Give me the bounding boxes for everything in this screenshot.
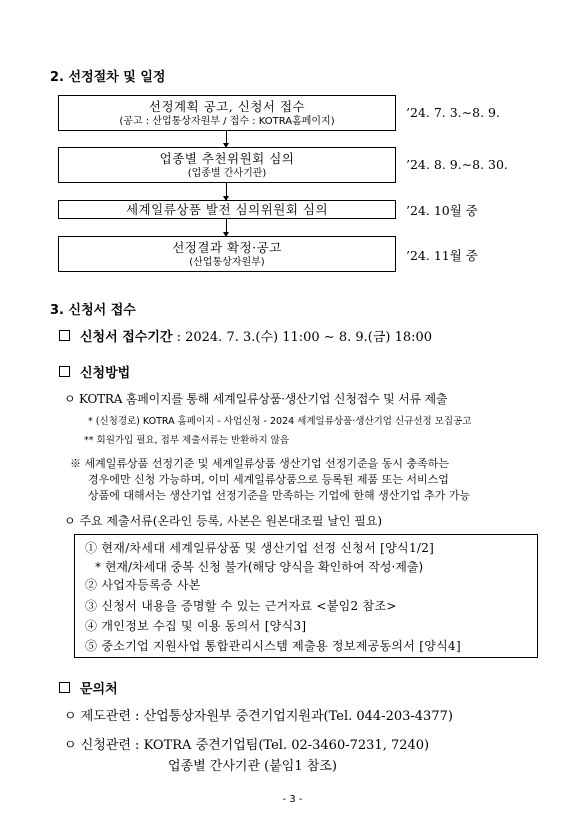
notice-line-2: 경우에만 신청 가능하며, 이미 세계일류상품으로 등록된 제품 또는 서비스업 (88, 473, 449, 486)
period-value: : 2024. 7. 3.(수) 11:00 ∼ 8. 9.(금) 18:00 (176, 330, 433, 345)
flow-step-4-title: 선정결과 확정·공고 (172, 240, 282, 255)
arrow-down-icon (226, 183, 227, 200)
flow-step-1 (58, 95, 396, 131)
square-bullet-icon (59, 366, 70, 377)
method-note-2: ** 회원가입 필요, 접부 제출서류는 반환하지 않음 (84, 435, 290, 446)
contact-label: 문의처 (80, 682, 118, 697)
section-3-title: 3. 신청서 접수 (50, 303, 136, 318)
arrow-down-icon (226, 219, 227, 236)
square-bullet-icon (59, 682, 70, 693)
method-line: ㅇ KOTRA 홈페이지를 통해 세계일류상품·생산기업 신청접수 및 서류 제출 (64, 392, 448, 406)
flow-step-2-date: ’24. 8. 9.∼8. 30. (406, 157, 508, 172)
flow-step-2-title: 업종별 추천위원회 심의 (159, 151, 295, 166)
period-row (80, 326, 432, 345)
square-bullet-icon (59, 330, 70, 341)
doc-item-4: ④ 개인정보 수집 및 이용 동의서 [양식3] (85, 619, 307, 633)
doc-item-3: ③ 신청서 내용을 증명할 수 있는 근거자료 <붙임2 참조> (85, 599, 397, 613)
notice-line-3: 상품에 대해서는 생산기업 선정기준을 만족하는 기업에 한해 생산기업 추가 가능 (88, 489, 471, 502)
page-number: - 3 - (282, 794, 303, 805)
section-2-title: 2. 선정절차 및 일정 (50, 70, 166, 85)
flow-step-1-sub: (공고 : 산업통상자원부 / 접수 : KOTRA홈페이지) (119, 116, 335, 127)
flow-step-4-date: ’24. 11월 중 (406, 248, 478, 263)
method-label: 신청방법 (80, 366, 131, 381)
flow-step-2 (58, 147, 396, 183)
contact-line-1: ㅇ 제도관련 : 산업통상자원부 중견기업지원과(Tel. 044-203-4377) (64, 709, 453, 724)
flow-step-3-title: 세계일류상품 발전 심의위원회 심의 (125, 202, 329, 217)
flow-step-4-sub: (산업통상자원부) (189, 257, 265, 268)
docs-heading: ㅇ 주요 제출서류(온라인 등록, 사본은 원본대조필 날인 필요) (64, 514, 383, 528)
flow-step-4 (58, 236, 396, 272)
flow-step-1-date: ’24. 7. 3.∼8. 9. (406, 105, 500, 120)
doc-item-5: ⑤ 중소기업 지원사업 통합관리시스템 제출용 정보제공동의서 [양식4] (85, 639, 461, 653)
flow-step-1-title: 선정계획 공고, 신청서 접수 (148, 99, 306, 114)
doc-item-1-note: * 현재/차세대 중복 신청 불가(해당 양식을 확인하여 작성·제출) (95, 560, 424, 574)
flow-step-3 (58, 200, 396, 219)
doc-item-2: ② 사업자등록증 사본 (85, 578, 201, 592)
contact-line-2: ㅇ 신청관련 : KOTRA 중견기업팀(Tel. 02-3460-7231, 7240) (64, 738, 430, 753)
flow-step-3-date: ’24. 10월 중 (406, 203, 478, 218)
doc-item-1: ① 현재/차세대 세계일류상품 및 생산기업 선정 신청서 [양식1/2] (85, 541, 435, 555)
method-note-1: * (신청경로) KOTRA 홈페이지 - 사업신청 - 2024 세계일류상품·생산기업 신규선정 모집공고 (88, 416, 472, 427)
period-label: 신청서 접수기간 (80, 330, 173, 345)
contact-line-3: 업종별 간사기관 (붙임1 참조) (168, 759, 337, 774)
flow-step-2-sub: (업종별 간사기관) (187, 168, 267, 179)
arrow-down-icon (226, 131, 227, 147)
notice-line-1: ※ 세계일류상품 선정기준 및 세계일류상품 생산기업 선정기준을 동시 충족하는 (70, 457, 450, 470)
required-documents-box (74, 534, 538, 658)
